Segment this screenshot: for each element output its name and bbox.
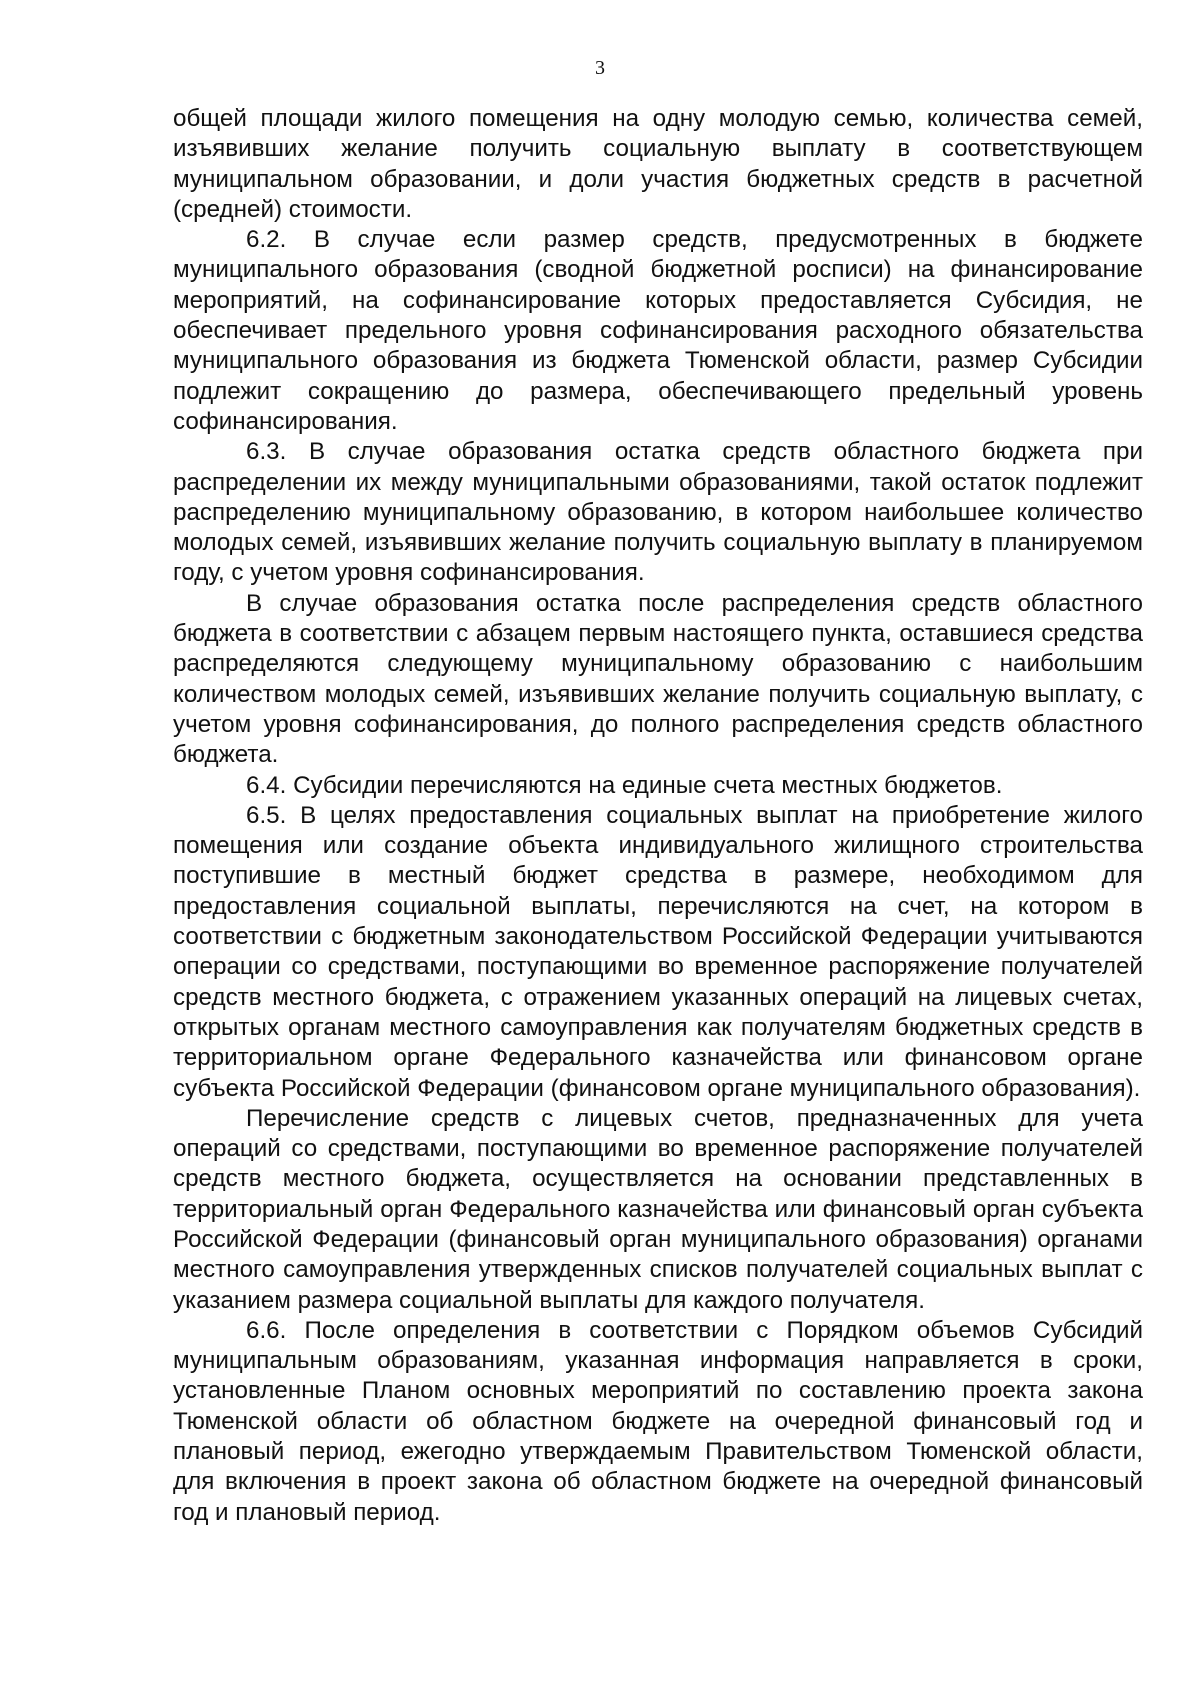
paragraph-6-5-transfer: Перечисление средств с лицевых счетов, предназначенных для учета операций со средствами, поступающими во временное распоряжение получателей средств местного бюджета, осуществляется на основании представленных в территориальный орган Федерального казначейства или финансовый орган субъекта Российской Федерации (финансовый орган муниципального образования) органами местного самоуправления утвержденных списков получателей социальных выплат с указанием размера социальной выплаты для каждого получателя. [173,1104,1143,1314]
page-number: 3 [595,57,605,79]
paragraph-continuation: общей площади жилого помещения на одну молодую семью, количества семей, изъявивших желание получить социальную выплату в соответствующем муниципальном образовании, и доли участия бюджетных средств в расчетной (средней) стоимости. [173,105,1143,223]
paragraph-6-5: 6.5. В целях предоставления социальных выплат на приобретение жилого помещения или создание объекта индивидуального жилищного строительства поступившие в местный бюджет средства в размере, необходимом для предоставления социальной выплаты, перечисляются на счет, на котором в соответствии с бюджетным законодательством Российской Федерации учитываются операции со средствами, поступающими во временное распоряжение получателей средств местного бюджета, с отражением указанных операций на лицевых счетах, открытых органам местного самоуправления как получателям бюджетных средств в территориальном органе Федерального казначейства или финансовом органе субъекта Российской Федерации (финансовом органе муниципального образования). [173,801,1143,1102]
paragraph-6-4: 6.4. Субсидии перечисляются на единые счета местных бюджетов. [246,771,1003,799]
paragraph-6-3: 6.3. В случае образования остатка средств областного бюджета при распределении их между муниципальными образованиями, такой остаток подлежит распределению муниципальному образованию, в котором наибольшее количество молодых семей, изъявивших желание получить социальную выплату в планируемом году, с учетом уровня софинансирования. [173,438,1143,587]
paragraph-6-2: 6.2. В случае если размер средств, предусмотренных в бюджете муниципального образования (сводной бюджетной росписи) на финансирование мероприятий, на софинансирование которых предоставляется Субсидия, не обеспечивает предельного уровня софинансирования расходного обязательства муниципального образования из бюджета Тюменской области, размер Субсидии подлежит сокращению до размера, обеспечивающего предельный уровень софинансирования. [173,226,1143,435]
document-body [173,104,1143,1528]
paragraph-6-3-remainder: В случае образования остатка после распределения средств областного бюджета в соответствии с абзацем первым настоящего пункта, оставшиеся средства распределяются следующему муниципальному образованию с наибольшим количеством молодых семей, изъявивших желание получить социальную выплату, с учетом уровня софинансирования, до полного распределения средств областного бюджета. [173,589,1143,769]
paragraph-6-6: 6.6. После определения в соответствии с Порядком объемов Субсидий муниципальным образованиям, указанная информация направляется в сроки, установленные Планом основных мероприятий по составлению проекта закона Тюменской области об областном бюджете на очередной финансовый год и плановый период, ежегодно утверждаемым Правительством Тюменской области, для включения в проект закона об областном бюджете на очередной финансовый год и плановый период. [173,1316,1143,1526]
